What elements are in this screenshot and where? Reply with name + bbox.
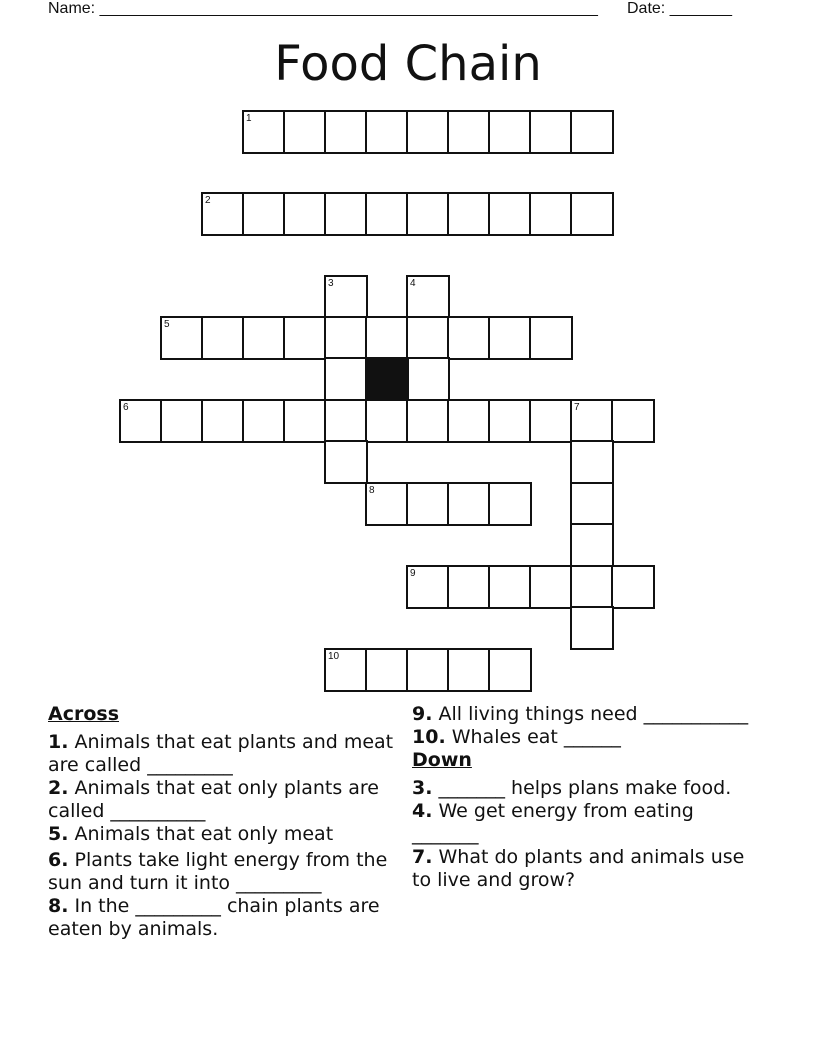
clue-number: 1.: [48, 731, 69, 753]
clue-number: 7.: [412, 846, 433, 868]
clue-number-label: 3: [328, 278, 334, 289]
crossword-cell[interactable]: [488, 482, 532, 526]
crossword-cell[interactable]: [365, 482, 409, 526]
crossword-cell[interactable]: [406, 275, 450, 319]
crossword-cell[interactable]: [365, 316, 409, 360]
crossword-cell[interactable]: [324, 110, 368, 154]
crossword-cell[interactable]: [324, 192, 368, 236]
page-title: Food Chain: [274, 36, 542, 92]
crossword-cell[interactable]: [242, 192, 286, 236]
clue-number-label: 6: [123, 402, 129, 413]
down-heading: Down: [412, 749, 472, 771]
clue-number-label: 8: [369, 485, 375, 496]
clue-text: Whales eat ______: [451, 726, 621, 748]
crossword-cell[interactable]: [570, 440, 614, 484]
clue-number: 2.: [48, 777, 69, 799]
crossword-cell[interactable]: [324, 440, 368, 484]
crossword-cell[interactable]: [488, 648, 532, 692]
date-field-label: Date: _______: [627, 0, 732, 17]
crossword-cell[interactable]: [283, 192, 327, 236]
crossword-cell[interactable]: [611, 399, 655, 443]
crossword-cell[interactable]: [406, 482, 450, 526]
crossword-cell[interactable]: [406, 192, 450, 236]
clue-across-1: [48, 731, 398, 777]
crossword-cell[interactable]: [570, 399, 614, 443]
crossword-cell[interactable]: [324, 648, 368, 692]
crossword-cell[interactable]: [242, 399, 286, 443]
crossword-cell[interactable]: [406, 110, 450, 154]
crossword-cell[interactable]: [324, 275, 368, 319]
crossword-cell[interactable]: [324, 316, 368, 360]
crossword-cell[interactable]: [529, 399, 573, 443]
clue-number-label: 5: [164, 319, 170, 330]
clue-number-label: 4: [410, 278, 416, 289]
crossword-cell[interactable]: [488, 399, 532, 443]
clue-across-8: [48, 895, 398, 941]
crossword-cell[interactable]: [447, 482, 491, 526]
crossword-cell[interactable]: [529, 192, 573, 236]
clue-text: We get energy from eating _______: [412, 800, 694, 845]
clue-across-2: [48, 777, 398, 823]
clue-text: What do plants and animals use to live and grow?: [412, 846, 745, 891]
crossword-black-cell: [365, 357, 409, 401]
clue-number: 4.: [412, 800, 433, 822]
clue-number-label: 2: [205, 195, 211, 206]
crossword-cell[interactable]: [570, 565, 614, 609]
clue-number-label: 7: [574, 402, 580, 413]
crossword-cell[interactable]: [406, 357, 450, 401]
crossword-cell[interactable]: [201, 192, 245, 236]
clue-text: All living things need ___________: [438, 703, 749, 725]
crossword-cell[interactable]: [488, 110, 532, 154]
crossword-cell[interactable]: [447, 316, 491, 360]
across-heading: Across: [48, 703, 120, 725]
crossword-cell[interactable]: [447, 110, 491, 154]
crossword-cell[interactable]: [406, 316, 450, 360]
clue-across-9: [412, 703, 752, 726]
crossword-cell[interactable]: [160, 316, 204, 360]
clue-text: _______ helps plans make food.: [438, 777, 732, 799]
clue-text: Animals that eat only plants are called __________: [48, 777, 380, 822]
crossword-cell[interactable]: [488, 565, 532, 609]
crossword-cell[interactable]: [570, 606, 614, 650]
crossword-cell[interactable]: [242, 316, 286, 360]
crossword-cell[interactable]: [406, 648, 450, 692]
clue-across-10: [412, 726, 752, 749]
crossword-cell[interactable]: [529, 316, 573, 360]
clue-number-label: 9: [410, 568, 416, 579]
clue-text: Animals that eat plants and meat are called _________: [48, 731, 394, 776]
clue-number-label: 10: [328, 651, 340, 662]
clue-number: 5.: [48, 823, 69, 845]
crossword-cell[interactable]: [447, 399, 491, 443]
crossword-cell[interactable]: [283, 316, 327, 360]
crossword-cell[interactable]: [365, 110, 409, 154]
crossword-cell[interactable]: [570, 110, 614, 154]
clue-number-label: 1: [246, 113, 252, 124]
clue-number: 3.: [412, 777, 433, 799]
name-field-label: Name: ________________________________________________________: [48, 0, 598, 17]
clue-down-3: [412, 777, 752, 800]
crossword-cell[interactable]: [201, 399, 245, 443]
crossword-cell[interactable]: [406, 399, 450, 443]
crossword-cell[interactable]: [365, 648, 409, 692]
clues-left-column: [48, 703, 398, 941]
clue-number: 6.: [48, 849, 69, 871]
crossword-cell[interactable]: [488, 316, 532, 360]
crossword-cell[interactable]: [570, 192, 614, 236]
crossword-cell[interactable]: [324, 399, 368, 443]
crossword-cell[interactable]: [160, 399, 204, 443]
crossword-cell[interactable]: [324, 357, 368, 401]
clue-text: Animals that eat only meat: [74, 823, 334, 845]
crossword-cell[interactable]: [447, 648, 491, 692]
crossword-cell[interactable]: [447, 192, 491, 236]
clue-text: Plants take light energy from the sun and turn it into _________: [48, 849, 388, 894]
clue-number: 8.: [48, 895, 69, 917]
clue-text: In the _________ chain plants are eaten by animals.: [48, 895, 380, 940]
crossword-cell[interactable]: [570, 523, 614, 567]
crossword-cell[interactable]: [570, 482, 614, 526]
crossword-cell[interactable]: [611, 565, 655, 609]
crossword-cell[interactable]: [365, 399, 409, 443]
clue-number: 10.: [412, 726, 446, 748]
clue-down-7: [412, 846, 752, 892]
clues-right-column: [412, 703, 752, 892]
crossword-cell[interactable]: [447, 565, 491, 609]
clue-number: 9.: [412, 703, 433, 725]
crossword-cell[interactable]: [283, 110, 327, 154]
crossword-cell[interactable]: [406, 565, 450, 609]
crossword-cell[interactable]: [283, 399, 327, 443]
clue-across-6: [48, 849, 398, 895]
crossword-cell[interactable]: [242, 110, 286, 154]
crossword-cell[interactable]: [488, 192, 532, 236]
clue-across-5: [48, 823, 398, 846]
clue-down-4: [412, 800, 752, 846]
crossword-cell[interactable]: [201, 316, 245, 360]
crossword-cell[interactable]: [119, 399, 163, 443]
crossword-cell[interactable]: [529, 110, 573, 154]
crossword-cell[interactable]: [365, 192, 409, 236]
crossword-cell[interactable]: [529, 565, 573, 609]
